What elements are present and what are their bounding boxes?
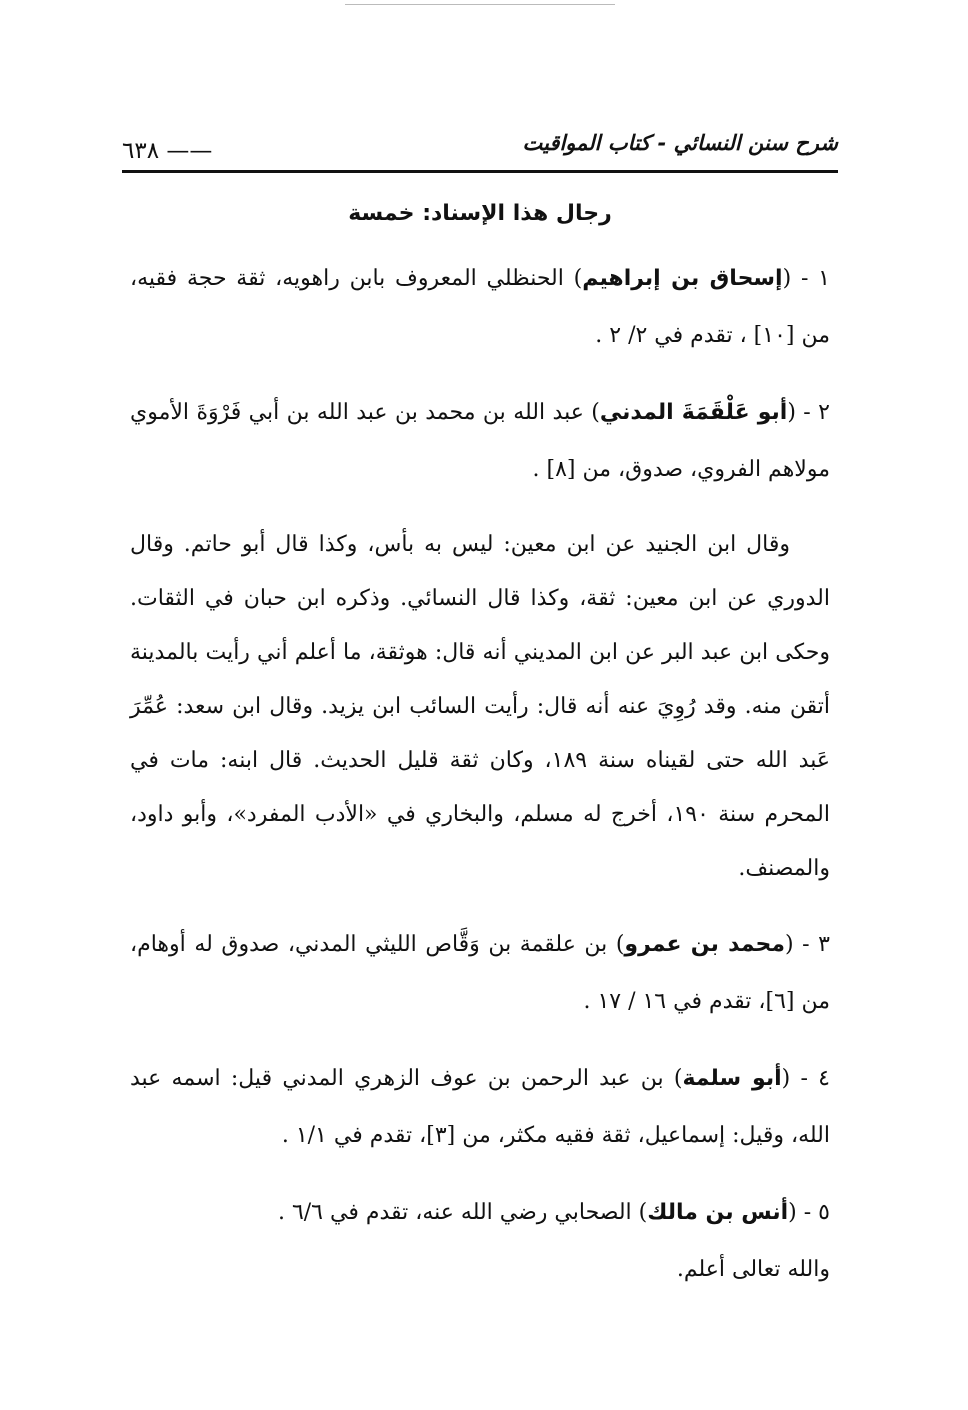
narrator-name: أبو سلمة <box>682 1066 782 1091</box>
running-title: شرح سنن النسائي - كتاب المواقيت <box>522 131 838 155</box>
page-number-value: ٦٣٨ <box>122 138 160 164</box>
entry-number: ٢ - ( <box>787 400 830 425</box>
entry-text: ) بن علقمة بن وَقَّاص الليثي المدني، صدوق له أوهام، من [٦]، تقدم في ١٦ / ١٧ . <box>130 932 830 1014</box>
page-number <box>122 136 212 166</box>
entry-text: ) بن عبد الرحمن بن عوف الزهري المدني قيل: اسمه عبد الله، وقيل: إسماعيل، ثقة فقيه مكثر، من [٣]، تقدم في ١/١ . <box>130 1066 830 1148</box>
entry-number: ٣ - ( <box>785 932 830 957</box>
entry-text: ) الحنظلي المعروف بابن راهويه، ثقة حجة فقيه، من [١٠] ، تقدم في ٢/ ٢ . <box>130 266 830 348</box>
running-header <box>122 128 838 182</box>
entry-number: ٤ - ( <box>781 1066 830 1091</box>
top-scan-line <box>345 4 615 5</box>
narrator-entry-1 <box>130 250 830 364</box>
header-rule <box>122 170 838 173</box>
entry-text: ) عبد الله بن محمد بن عبد الله بن أبي فَرْوَةَ الأموي مولاهم الفروي، صدوق، من [٨] . <box>130 400 830 482</box>
page-body <box>130 192 830 1298</box>
entry-number: ١ - ( <box>782 266 830 291</box>
narrator-entry-3 <box>130 916 830 1030</box>
narrator-entry-5 <box>130 1184 830 1241</box>
closing-phrase: والله تعالى أعلم. <box>676 1257 830 1282</box>
narrator-name: أنس بن مالك <box>647 1200 789 1225</box>
page-number-dash: —— <box>166 138 213 164</box>
entry-number: ٥ - ( <box>788 1200 830 1225</box>
narrator-name: أبو عَلْقَمَةَ المدني <box>599 400 788 425</box>
narrator-name: إسحاق بن إبراهيم <box>582 266 783 291</box>
entry-text: ) الصحابي رضي الله عنه، تقدم في ٦/٦ . <box>277 1200 648 1225</box>
section-title: رجال هذا الإسناد: خمسة <box>348 201 612 226</box>
narrator-name: محمد بن عمرو <box>624 932 786 957</box>
narrator-2-commentary: وقال ابن الجنيد عن ابن معين: ليس به بأس، وكذا قال أبو حاتم. وقال الدوري عن ابن معين: ثقة، وكذا قال النسائي. وذكره ابن حبان في الثقات. وحكى ابن عبد البر عن ابن المديني أنه قال: هوثقة، ما أعلم أني رأيت بالمدينة أتقن منه. وقد رُوِيَ عنه أنه قال: رأيت السائب ابن يزيد. وقال ابن سعد: عُمِّرَ عَبد الله حتى لقيناه سنة ١٨٩، وكان ثقة قليل الحديث. قال ابنه: مات في المحرم سنة ١٩٠، أخرج له مسلم، والبخاري في «الأدب المفرد»، وأبو داود، والمصنف. <box>130 532 830 881</box>
narrator-entry-4 <box>130 1050 830 1164</box>
narrator-entry-2 <box>130 384 830 498</box>
